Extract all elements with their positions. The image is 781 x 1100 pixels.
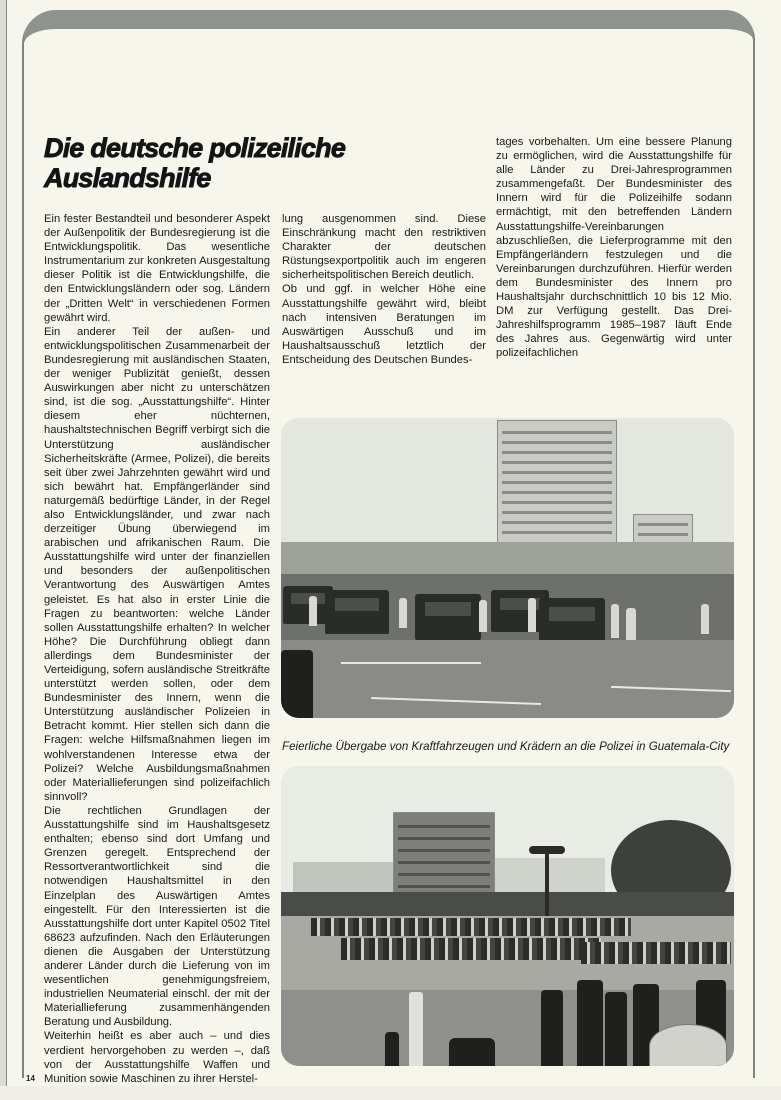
paragraph: Die rechtlichen Grundlagen der Ausstattungshilfe sind im Haushaltsgesetz enthalten; ebenso sind dort Umfang und Grenzen geregelt. Entsprechend der Ressortverantwortlichkeit sind die notwendigen Haushaltsmittel in den Einzelplan des Auswärtigen Amtes eingestellt. Für den Interessierten ist die Ausstattungshilfe dort unter Kapitel 0502 Titel 68623 aufzufinden. Nach den Erläuterungen dienen die Ausgaben der Unterstützung anderer Länder durch die Lieferung von im wesentlichen genehmigungsfreiem, industriellen Neumaterial einschl. der mit der Materiallieferung zusammenhängenden Beratung und Ausbildung. — [44, 804, 270, 1029]
page-number: 14 — [26, 1074, 35, 1083]
paragraph: Ein fester Bestandteil und besonderer Aspekt der Außenpolitik der Bundesregierung ist die Entwicklungspolitik. Das wesentliche Instrumentarium zur konkreten Ausgestaltung dieser Politik ist die Entwicklungshilfe, die den Entwicklungsländern oder sog. Ländern der „Dritten Welt“ in verschiedenen Formen gewährt wird. — [44, 213, 270, 324]
street — [281, 640, 734, 718]
office-building — [393, 812, 495, 898]
column-left — [44, 212, 270, 1086]
colonnade — [281, 542, 734, 576]
highrise-building — [497, 420, 617, 550]
paragraph: Ob und ggf. in welcher Höhe eine Ausstattungshilfe gewährt wird, bleibt nach intensiven Beratungen im Auswärtigen Ausschuß und im Haushaltsausschuß letztlich der Entscheidung des Deutschen Bundes- — [282, 283, 486, 366]
paragraph: tages vorbehalten. Um eine bessere Planung zu ermöglichen, wird die Ausstattungshilfe für alle Länder zu Drei-Jahresprogrammen zusammengefaßt. Der Bundesminister des Innern wird für die Polizeihilfe sodann ermächtigt, mit den betreffenden Ländern Ausstattungshilfe-Vereinbarungen abzuschließen, die Lieferprogramme mit den Empfängerländern festzulegen und die Vereinbarungen durchzuführen. Hierfür werden dem Bundesminister des Innern pro Haushaltsjahr durchschnittlich 10 bis 12 Mio. DM zur Verfügung gestellt. Das Drei-Jahreshilfsprogramm 1985–1987 läuft Ende des Jahres aus. Gegenwärtig wird unter polizeifachlichen — [496, 136, 732, 360]
dome-ornament — [649, 1024, 727, 1066]
page-bottom-margin — [0, 1086, 781, 1100]
title-line-1: Die deutsche polizeiliche — [44, 133, 346, 163]
photo-vehicles-handover — [281, 418, 734, 718]
paragraph: lung ausgenommen sind. Diese Einschränkung macht den restriktiven Charakter der deutschen Rüstungsexportpolitik auch im engeren sicherheitspolitischen Bereich deutlich. — [282, 213, 486, 282]
column-middle — [282, 212, 486, 367]
column-right — [496, 135, 732, 361]
photo-caption: Feierliche Übergabe von Kraftfahrzeugen und Krädern an die Polizei in Guatemala-City — [282, 740, 730, 753]
paragraph: Ein anderer Teil der außen- und entwicklungspolitischen Zusammenarbeit der Bundesregierung mit ausländischen Staaten, der weniger Publizität genießt, dessen Auswirkungen aber nicht zu unterschätzen sind, ist die sog. „Ausstattungshilfe“. Hinter diesem eher nüchternen, haushaltstechnischen Begriff verbirgt sich die Unterstützung ausländischer Sicherheitskräfte (Armee, Polizei), die bereits seit über zwei Jahrzehnten gewährt wird und sich bewährt hat. Empfängerländer sind naturgemäß bedürftige Länder, in der Regel also Entwicklungsländer, und zwar nach derzeitiger Übung überwiegend im arabischen und afrikanischen Raum. Die Ausstattungshilfe wird unter der finanziellen und besonders der außenpolitischen Verantwortung des Auswärtigen Amtes geleistet. Es hat also in erster Linie die Fragen zu beantworten: welche Länder sollen Ausstattungshilfe erhalten? In welcher Höhe? Die Durchführung obliegt dann allerdings dem Bundesminister der Verteidigung, sofern ausländische Streitkräfte unterstützt werden sollen, oder dem Bundesminister des Innern, wenn die Unterstützung ausländischer Polizeien in Betracht kommt. Hier stellen sich dann die Fragen: welche Hilfsmaßnahmen liegen im wohlverstandenen Interesse etwa der Polizei? Welche Ausbildungsmaßnahmen oder Materiallieferungen sind polizeifachlich sinnvoll? — [44, 325, 270, 803]
title-line-2: Auslandshilfe — [44, 163, 211, 193]
photo-motorcycles-parade — [281, 766, 734, 1066]
article-title — [44, 133, 404, 193]
page-binding-edge — [0, 0, 7, 1100]
paragraph: Weiterhin heißt es aber auch – und dies verdient hervorgehoben zu werden –, daß von der Ausstattungshilfe Waffen und Munition sowie Maschinen zu ihrer Herstel- — [44, 1030, 270, 1085]
